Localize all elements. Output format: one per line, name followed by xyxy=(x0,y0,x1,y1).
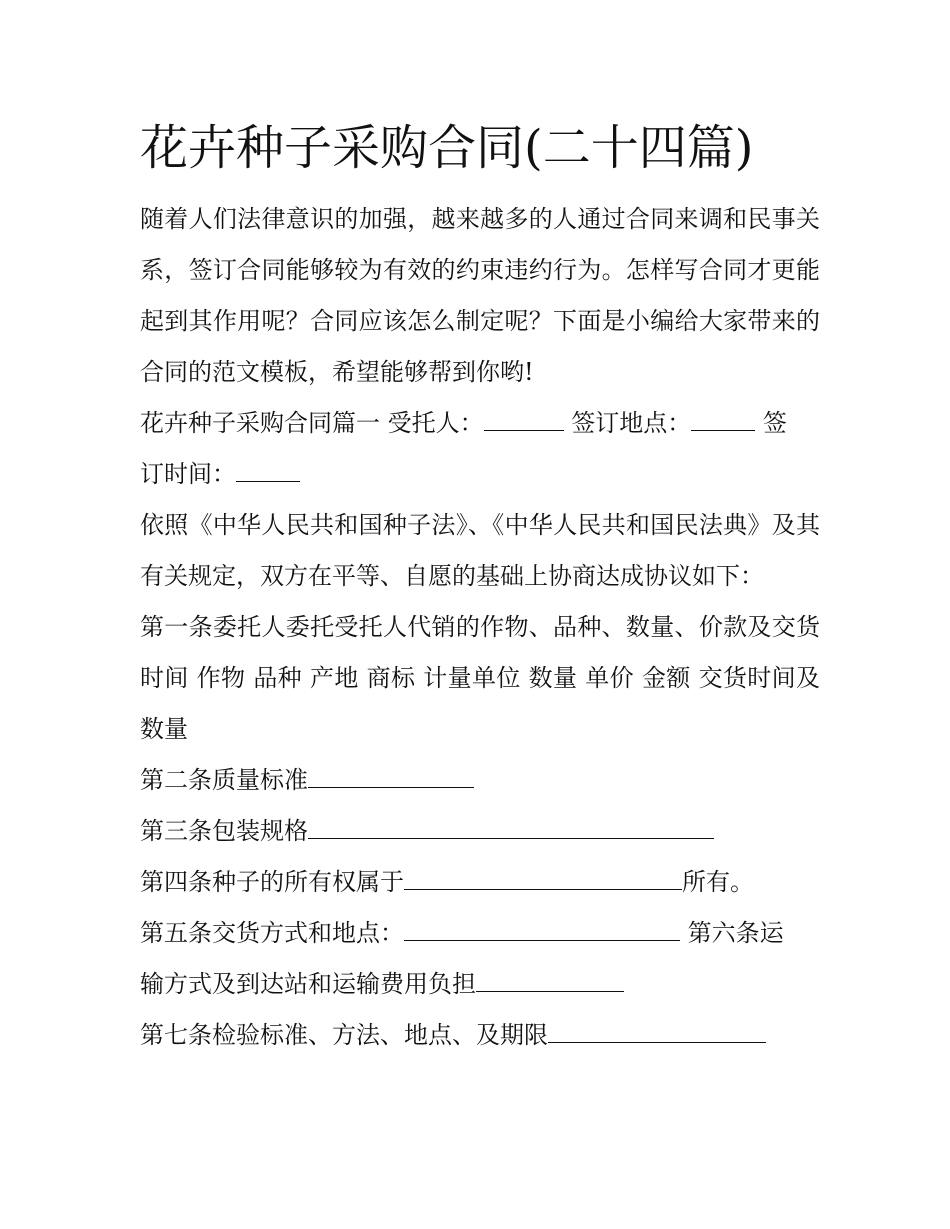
document-page xyxy=(140,112,820,1061)
quality-standard-blank xyxy=(308,767,474,788)
article-4-prefix: 第四条种子的所有权属于 xyxy=(140,868,404,896)
article-6-text: 输方式及到达站和运输费用负担 xyxy=(140,970,476,998)
header-time-label: 订时间： xyxy=(140,460,236,488)
article-1: 第一条委托人委托受托人代销的作物、品种、数量、价款及交货时间 作物 品种 产地 商标 计量单位 数量 单价 金额 交货时间及数量 xyxy=(140,613,820,743)
header-line-1 xyxy=(140,398,820,449)
article-4-suffix: 所有。 xyxy=(682,868,754,896)
article-5 xyxy=(140,908,820,959)
document-title: 花卉种子采购合同(二十四篇) xyxy=(140,120,754,176)
article-3 xyxy=(140,806,820,857)
transport-cost-blank xyxy=(476,971,624,992)
header-line-2 xyxy=(140,449,820,500)
packaging-spec-blank xyxy=(308,818,714,839)
inspection-blank xyxy=(548,1022,766,1043)
article-6 xyxy=(140,959,820,1010)
delivery-blank xyxy=(404,920,680,941)
ownership-blank xyxy=(404,869,682,890)
article-3-text: 第三条包装规格 xyxy=(140,817,308,845)
article-7-text: 第七条检验标准、方法、地点、及期限 xyxy=(140,1021,548,1049)
article-5-prefix: 第五条交货方式和地点： xyxy=(140,919,404,947)
basis-paragraph: 依照《中华人民共和国种子法》、《中华人民共和国民法典》及其有关规定，双方在平等、自愿的基础上协商达成协议如下： xyxy=(140,511,820,590)
article-2 xyxy=(140,755,820,806)
article-4 xyxy=(140,857,820,908)
article-2-text: 第二条质量标准 xyxy=(140,766,308,794)
place-blank xyxy=(691,410,755,431)
intro-paragraph: 随着人们法律意识的加强，越来越多的人通过合同来调和民事关系，签订合同能够较为有效的约束违约行为。怎样写合同才更能起到其作用呢？合同应该怎么制定呢？下面是小编给大家带来的合同的范文模板，希望能够帮到你哟! xyxy=(140,205,820,386)
article-5-tail: 第六条运 xyxy=(680,919,784,947)
header-sign-fragment: 签 xyxy=(755,409,787,437)
trustee-blank xyxy=(484,410,564,431)
header-place-label: 签订地点： xyxy=(563,409,692,437)
time-blank xyxy=(236,461,300,482)
header-trustee-label: 花卉种子采购合同篇一 受托人： xyxy=(140,409,484,437)
article-7 xyxy=(140,1010,820,1061)
